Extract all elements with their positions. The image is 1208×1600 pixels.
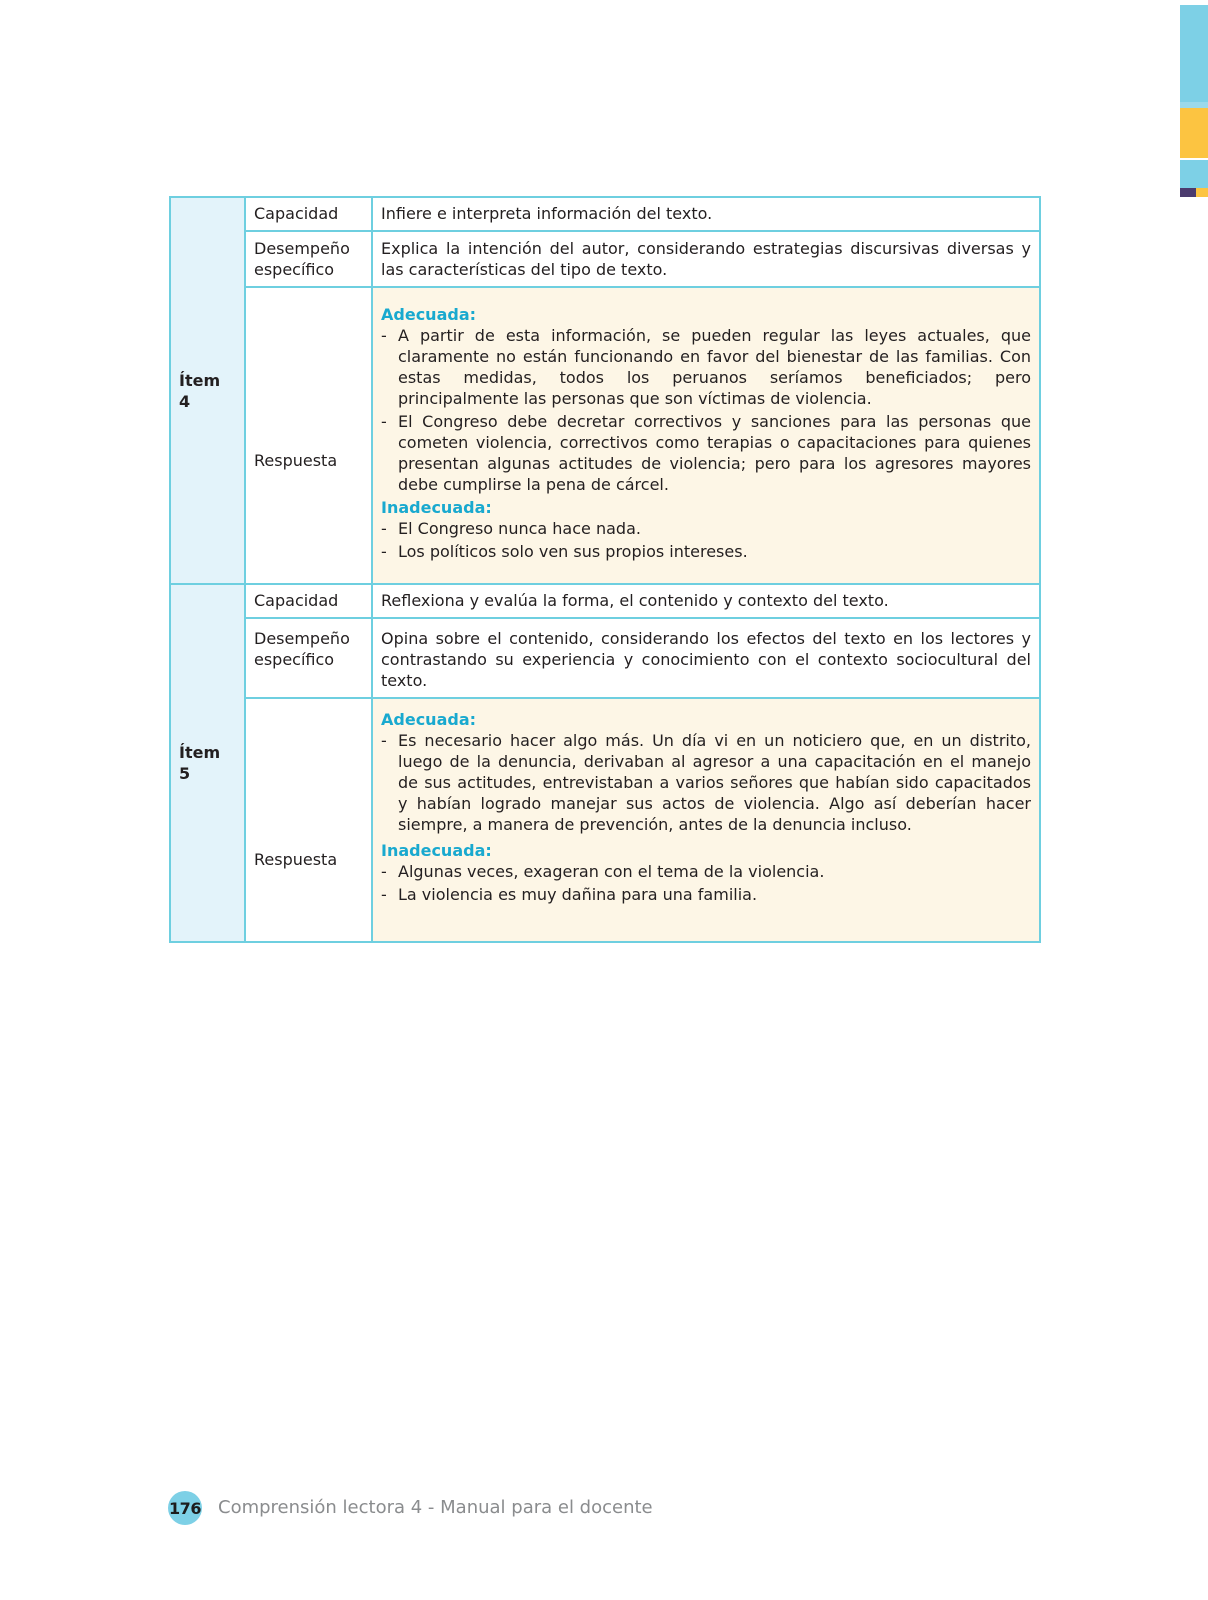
edge-tab-purple-marker [1180, 188, 1196, 197]
item-5-desempeno-label: Desempeño específico [245, 618, 372, 698]
item-4-adecuada-list [381, 325, 1031, 495]
item-5-inadecuada-list [381, 861, 1031, 905]
list-item: - A partir de esta información, se pueden regular las leyes actuales, que claramente no están funcionando en favor del bienestar de las familias. Con estas medidas, todos los peruanos seríamos beneficiados; pero principalmente las personas que son víctimas de violencia. [381, 325, 1031, 409]
item-5-respuesta-content [372, 698, 1040, 942]
edge-tab-yellow [1180, 108, 1208, 158]
item-5-capacidad-text: Reflexiona y evalúa la forma, el contenido y contexto del texto. [372, 584, 1040, 618]
item-5-title: Ítem 5 [170, 584, 245, 942]
list-item: - Algunas veces, exageran con el tema de la violencia. [381, 861, 1031, 882]
item-5-desempeno-row [170, 618, 1040, 698]
edge-tab-blue [1180, 5, 1208, 102]
list-item: - La violencia es muy dañina para una familia. [381, 884, 1031, 905]
item-4-inadecuada-label: Inadecuada: [381, 498, 492, 517]
item-4-capacidad-text: Infiere e interpreta información del texto. [372, 197, 1040, 231]
page-number-badge: 176 [168, 1491, 202, 1525]
item-4-respuesta-label: Respuesta [245, 287, 372, 584]
item-5-inadecuada-label: Inadecuada: [381, 841, 492, 860]
item-5-desempeno-text: Opina sobre el contenido, considerando los efectos del texto en los lectores y contrastando su experiencia y conocimiento con el contexto sociocultural del texto. [372, 618, 1040, 698]
item-4-inadecuada-list [381, 518, 1031, 562]
item-4-capacidad-row [170, 197, 1040, 231]
item-5-respuesta-label: Respuesta [245, 698, 372, 942]
footer-title: Comprensión lectora 4 - Manual para el docente [218, 1497, 653, 1518]
item-5-adecuada-label: Adecuada: [381, 710, 477, 729]
edge-tab-yellow-marker [1196, 188, 1208, 197]
item-5-respuesta-row [170, 698, 1040, 942]
list-item: - Es necesario hacer algo más. Un día vi en un noticiero que, en un distrito, luego de la denuncia, derivaban al agresor a una capacitación en el manejo de sus actitudes, entrevistaban a varios señores que habían sido capacitados y habían logrado manejar sus actos de violencia. Algo así deberían hacer siempre, a manera de prevención, antes de la denuncia incluso. [381, 730, 1031, 835]
edge-tab-blue-lower [1180, 160, 1208, 188]
item-5-adecuada-list [381, 730, 1031, 835]
item-4-desempeno-row [170, 231, 1040, 287]
item-4-capacidad-label: Capacidad [245, 197, 372, 231]
item-5-capacidad-row [170, 584, 1040, 618]
item-4-desempeno-text: Explica la intención del autor, considerando estrategias discursivas diversas y las características del tipo de texto. [372, 231, 1040, 287]
list-item: - Los políticos solo ven sus propios intereses. [381, 541, 1031, 562]
item-4-respuesta-content [372, 287, 1040, 584]
list-item: - El Congreso debe decretar correctivos y sanciones para las personas que cometen violencia, correctivos como terapias o capacitaciones para quienes presentan algunas actitudes de violencia; pero para los agresores mayores debe cumplirse la pena de cárcel. [381, 411, 1031, 495]
item-4-adecuada-label: Adecuada: [381, 305, 477, 324]
list-item: - El Congreso nunca hace nada. [381, 518, 1031, 539]
item-5-capacidad-label: Capacidad [245, 584, 372, 618]
item-4-respuesta-row [170, 287, 1040, 584]
item-4-desempeno-label: Desempeño específico [245, 231, 372, 287]
rubric-table [169, 196, 1041, 943]
item-4-title: Ítem 4 [170, 197, 245, 584]
